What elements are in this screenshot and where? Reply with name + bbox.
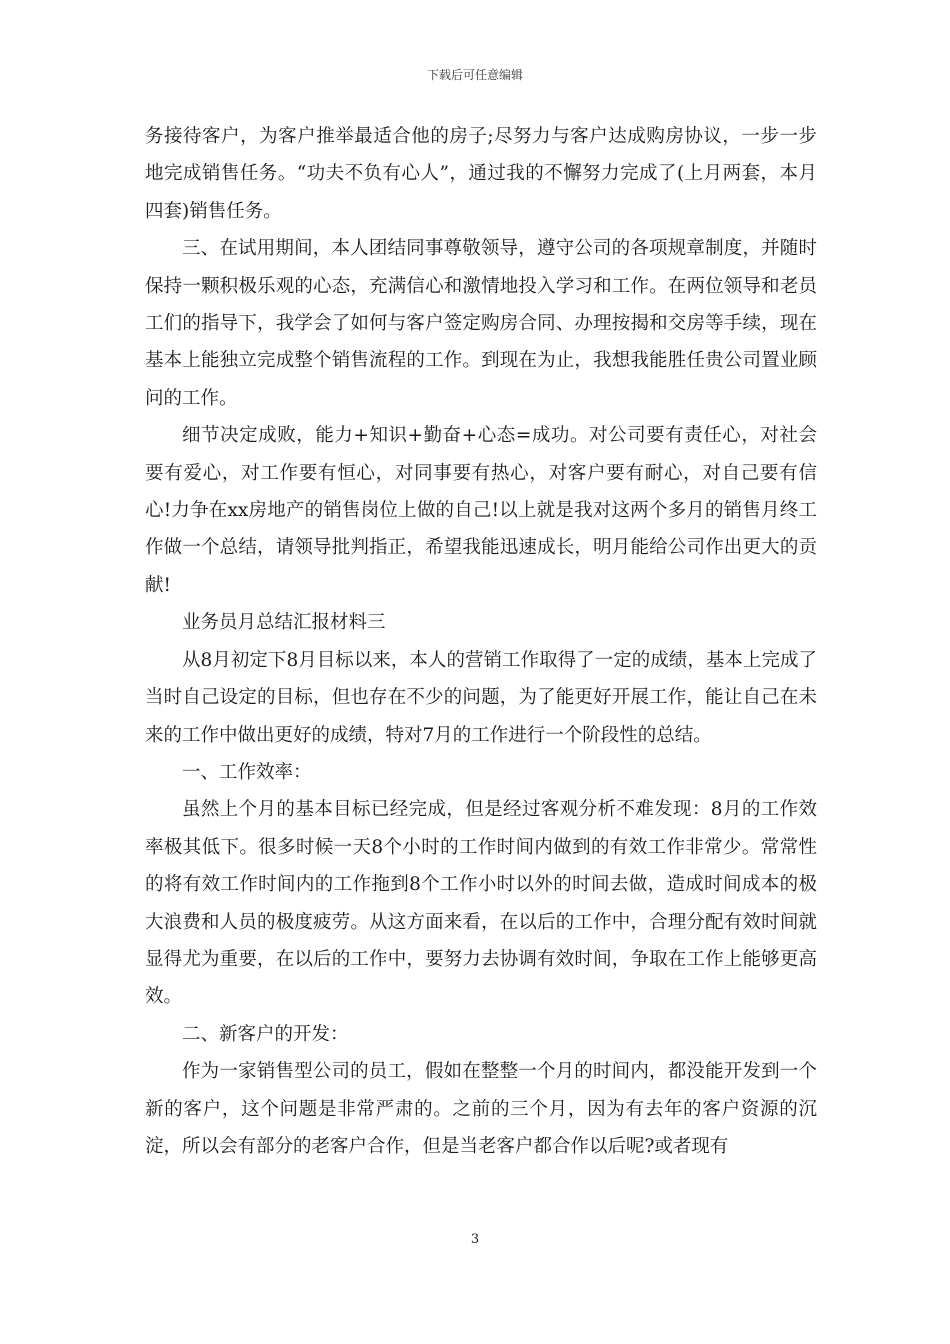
page-number: 3 [470,1232,480,1247]
section-title-report-three: 业务员月总结汇报材料三 [182,612,386,634]
page-header-note: 下载后可任意编辑 [426,68,523,82]
section-heading-work-efficiency: 一、工作效率： [182,761,312,783]
paragraph-august-goals: 从8月初定下8月目标以来，本人的营销工作取得了一定的成绩，基本上完成了当时自己设定的目标，但也存在不少的问题，为了能更好开展工作，能让自己在未来的工作中做出更好的成绩，特对7月的工作进行一个阶段性的总结。 [145,649,817,746]
paragraph-details-success: 细节决定成败，能力+知识+勤奋+心态=成功。对公司要有责任心，对社会要有爱心，对工作要有恒心，对同事要有热心，对客户要有耐心，对自己要有信心!力争在xx房地产的销售岗位上做的自己!以上就是我对这两个多月的销售月终工作做一个总结，请领导批判指正，希望我能迅速成长，明月能给公司作出更大的贡献! [145,425,817,596]
paragraph-trial-period: 三、在试用期间，本人团结同事尊敬领导，遵守公司的各项规章制度，并随时保持一颗积极乐观的心态，充满信心和激情地投入学习和工作。在两位领导和老员工们的指导下，我学会了如何与客户签定购房合同、办理按揭和交房等手续，现在基本上能独立完成整个销售流程的工作。到现在为止，我想我能胜任贵公司置业顾问的工作。 [145,238,817,409]
paragraph-new-clients: 作为一家销售型公司的员工，假如在整整一个月的时间内，都没能开发到一个新的客户，这个问题是非常严肃的。之前的三个月，因为有去年的客户资源的沉淀，所以会有部分的老客户合作，但是当老客户都合作以后呢?或者现有 [145,1061,817,1157]
paragraph-sales-tasks: 务接待客户，为客户推举最适合他的房子;尽努力与客户达成购房协议，一步一步地完成销售任务。“功夫不负有心人”，通过我的不懈努力完成了(上月两套，本月四套)销售任务。 [145,126,817,222]
section-heading-new-clients: 二、新客户的开发： [182,1023,349,1045]
paragraph-work-efficiency: 虽然上个月的基本目标已经完成，但是经过客观分析不难发现：8月的工作效率极其低下。很多时候一天8个小时的工作时间内做到的有效工作非常少。常常性的将有效工作时间内的工作拖到8个工作小时以外的时间去做，造成时间成本的极大浪费和人员的极度疲劳。从这方面来看，在以后的工作中，合理分配有效时间就显得尤为重要，在以后的工作中，要努力去协调有效时间，争取在工作上能够更高效。 [145,799,817,1008]
document-body [145,118,817,1165]
